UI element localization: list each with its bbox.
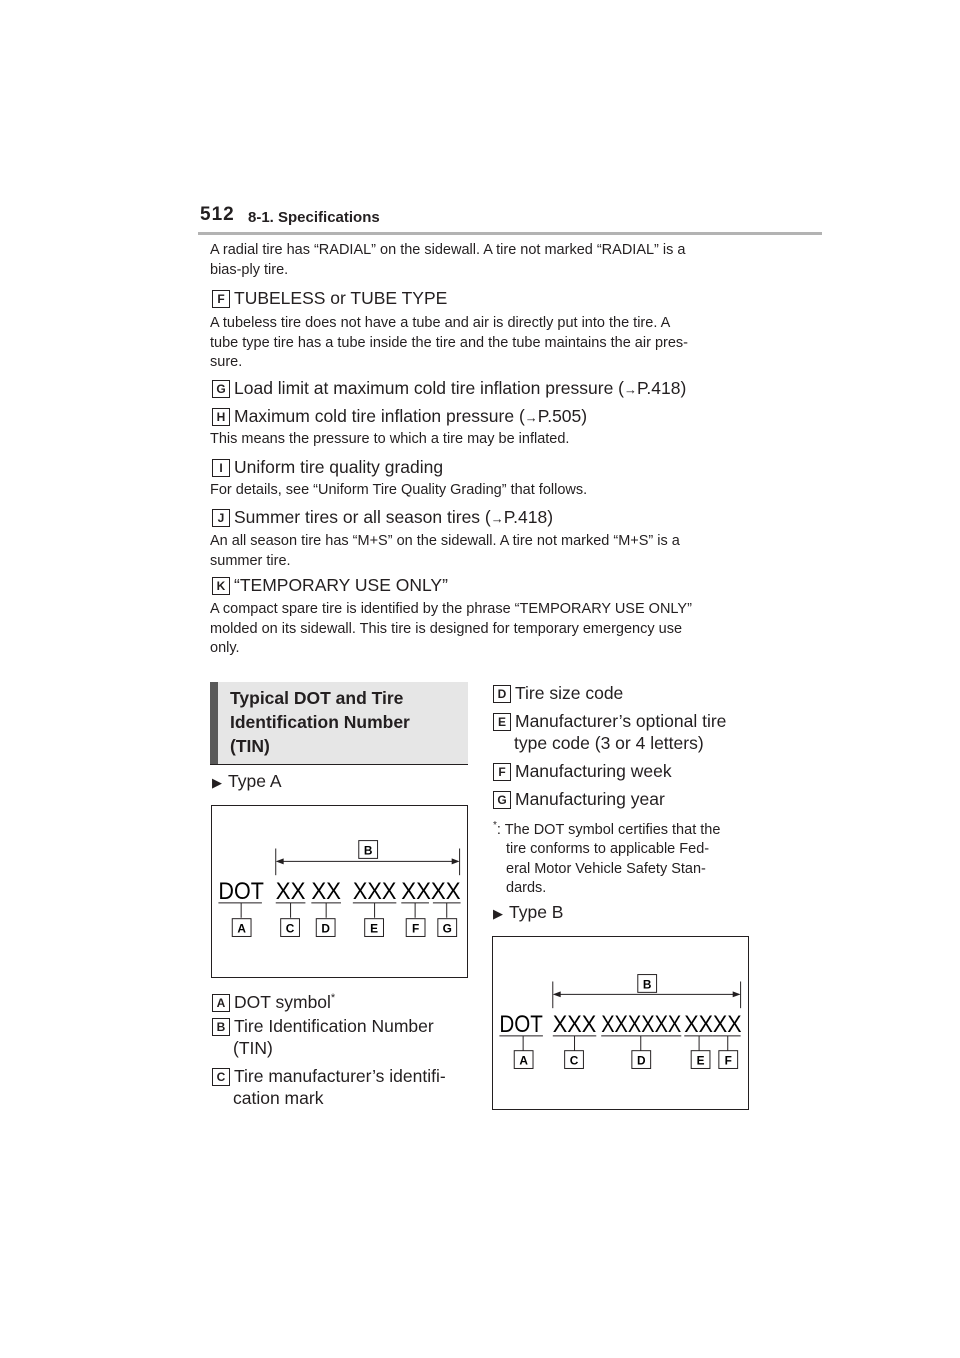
callout-f: F (724, 1053, 732, 1068)
right-arrow-icon: → (490, 511, 504, 526)
desc-line: only. (210, 640, 240, 656)
item-key: I (212, 459, 230, 477)
type-b-label (493, 901, 563, 925)
desc-line: A compact spare tire is identified by the phrase “TEMPORARY USE ONLY” (210, 601, 692, 617)
page-reference[interactable]: P.418) (503, 507, 554, 527)
header-rule (198, 232, 822, 235)
item-g-title (212, 377, 686, 401)
item-key: F (212, 290, 230, 308)
callout-b: B (642, 977, 652, 992)
legend-text: type code (3 or 4 letters) (514, 733, 704, 753)
callout-g: G (442, 921, 452, 936)
legend-e (493, 710, 726, 754)
callout-d: D (321, 921, 330, 936)
footnote-marker: * (330, 992, 336, 1004)
item-title-text: Maximum cold tire inflation pressure ( (234, 406, 525, 426)
code-group-3: XXXX (684, 1011, 742, 1038)
footnote-line: dards. (506, 880, 547, 897)
item-key: H (212, 408, 230, 426)
page-number: 512 (200, 204, 235, 225)
callout-d: D (636, 1053, 646, 1068)
type-a-label (212, 770, 282, 794)
item-key: G (212, 380, 230, 398)
item-title-text: Summer tires or all season tires ( (234, 507, 491, 527)
desc-line: molded on its sidewall. This tire is designed for temporary emergency use (210, 620, 683, 637)
arrow-right-icon (452, 858, 460, 864)
legend-text: Manufacturer’s optional tire (515, 711, 727, 731)
callout-a: A (519, 1053, 528, 1068)
legend-f (493, 760, 672, 782)
item-key: A (212, 994, 230, 1012)
item-j-title (212, 506, 553, 530)
item-h-title (212, 405, 587, 429)
item-i-title (212, 456, 443, 478)
item-key: G (493, 791, 511, 809)
item-title-text: “TEMPORARY USE ONLY” (234, 575, 448, 595)
type-label-text: Type B (509, 902, 564, 922)
desc-line: A tubeless tire does not have a tube and air is directly put into the tire. A (210, 315, 671, 331)
item-h-desc: This means the pressure to which a tire may be inflated. (210, 431, 570, 447)
legend-text: Manufacturing week (515, 761, 672, 781)
footnote-line: tire conforms to applicable Fed- (506, 841, 710, 858)
arrow-left-icon (553, 991, 561, 997)
heading-underline (210, 764, 468, 765)
type-a-diagram (211, 805, 468, 978)
legend-g (493, 788, 665, 810)
desc-line: tube type tire has a tube inside the tire and the tube maintains the air pres- (210, 334, 688, 351)
item-key: J (212, 509, 230, 527)
code-group-2: XX (311, 878, 342, 905)
item-i-desc: For details, see “Uniform Tire Quality Grading” that follows. (210, 482, 588, 498)
item-title-text: Load limit at maximum cold tire inflation pressure ( (234, 378, 625, 398)
arrow-left-icon (276, 858, 284, 864)
footnote (493, 816, 720, 899)
item-j-desc (210, 532, 680, 571)
item-key: D (493, 685, 511, 703)
legend-text: cation mark (233, 1088, 324, 1108)
callout-b: B (363, 843, 373, 858)
item-f-desc (210, 314, 688, 373)
legend-text: Tire Identification Number (234, 1016, 434, 1036)
legend-text: Tire size code (515, 683, 624, 703)
intro-line-2: bias-ply tire. (210, 261, 289, 278)
triangle-bullet-icon: ▶ (212, 775, 222, 790)
legend-d (493, 682, 623, 704)
item-key: B (212, 1018, 230, 1036)
footnote-line: eral Motor Vehicle Safety Stan- (506, 860, 706, 877)
footnote-line: : The DOT symbol certifies that the (496, 821, 721, 838)
intro-line-1: A radial tire has “RADIAL” on the sidewall. A tire not marked “RADIAL” is a (210, 242, 686, 258)
callout-e: E (696, 1053, 705, 1068)
code-dot: DOT (499, 1011, 543, 1038)
item-title-text: Uniform tire quality grading (234, 457, 444, 477)
code-group-2: XXXXXX (601, 1011, 682, 1038)
item-key: E (493, 713, 511, 731)
type-b-diagram (492, 936, 749, 1110)
triangle-bullet-icon: ▶ (493, 906, 503, 921)
page-reference[interactable]: P.505) (537, 406, 588, 426)
item-k-title (212, 574, 448, 596)
desc-line: sure. (210, 354, 243, 370)
legend-a (212, 987, 335, 1013)
code-group-3: XXX (352, 878, 397, 905)
legend-c (212, 1065, 446, 1109)
heading-line: (TIN) (230, 736, 270, 756)
item-key: K (212, 577, 230, 595)
legend-b (212, 1015, 434, 1059)
type-label-text: Type A (228, 771, 282, 791)
heading-line: Identification Number (230, 712, 410, 732)
legend-text: Manufacturing year (515, 789, 665, 809)
footnote-marker: * (493, 820, 497, 831)
code-group-1: XXX (552, 1011, 597, 1038)
page-reference[interactable]: P.418) (637, 378, 687, 398)
callout-a: A (237, 921, 246, 936)
code-group-1: XX (275, 878, 306, 905)
intro-text (210, 241, 685, 280)
item-key: F (493, 763, 511, 781)
callout-c: C (569, 1053, 579, 1068)
code-group-4: XXXX (401, 878, 461, 905)
legend-text: DOT symbol (234, 991, 331, 1012)
item-k-desc (210, 600, 692, 659)
section-title: 8-1. Specifications (248, 209, 380, 226)
callout-e: E (370, 921, 379, 936)
item-f-title (212, 287, 447, 309)
right-arrow-icon: → (624, 382, 638, 397)
item-title-text: TUBELESS or TUBE TYPE (234, 288, 448, 308)
legend-text: (TIN) (233, 1038, 273, 1058)
callout-f: F (411, 921, 420, 936)
legend-text: Tire manufacturer’s identifi- (234, 1066, 446, 1086)
right-arrow-icon: → (524, 410, 538, 425)
arrow-right-icon (733, 991, 741, 997)
callout-c: C (285, 921, 295, 936)
item-key: C (212, 1068, 230, 1086)
heading-line: Typical DOT and Tire (230, 688, 404, 708)
desc-line: summer tire. (210, 552, 291, 569)
desc-line: An all season tire has “M+S” on the sidewall. A tire not marked “M+S” is a (210, 533, 680, 549)
section-heading (210, 682, 468, 764)
code-dot: DOT (218, 878, 264, 905)
